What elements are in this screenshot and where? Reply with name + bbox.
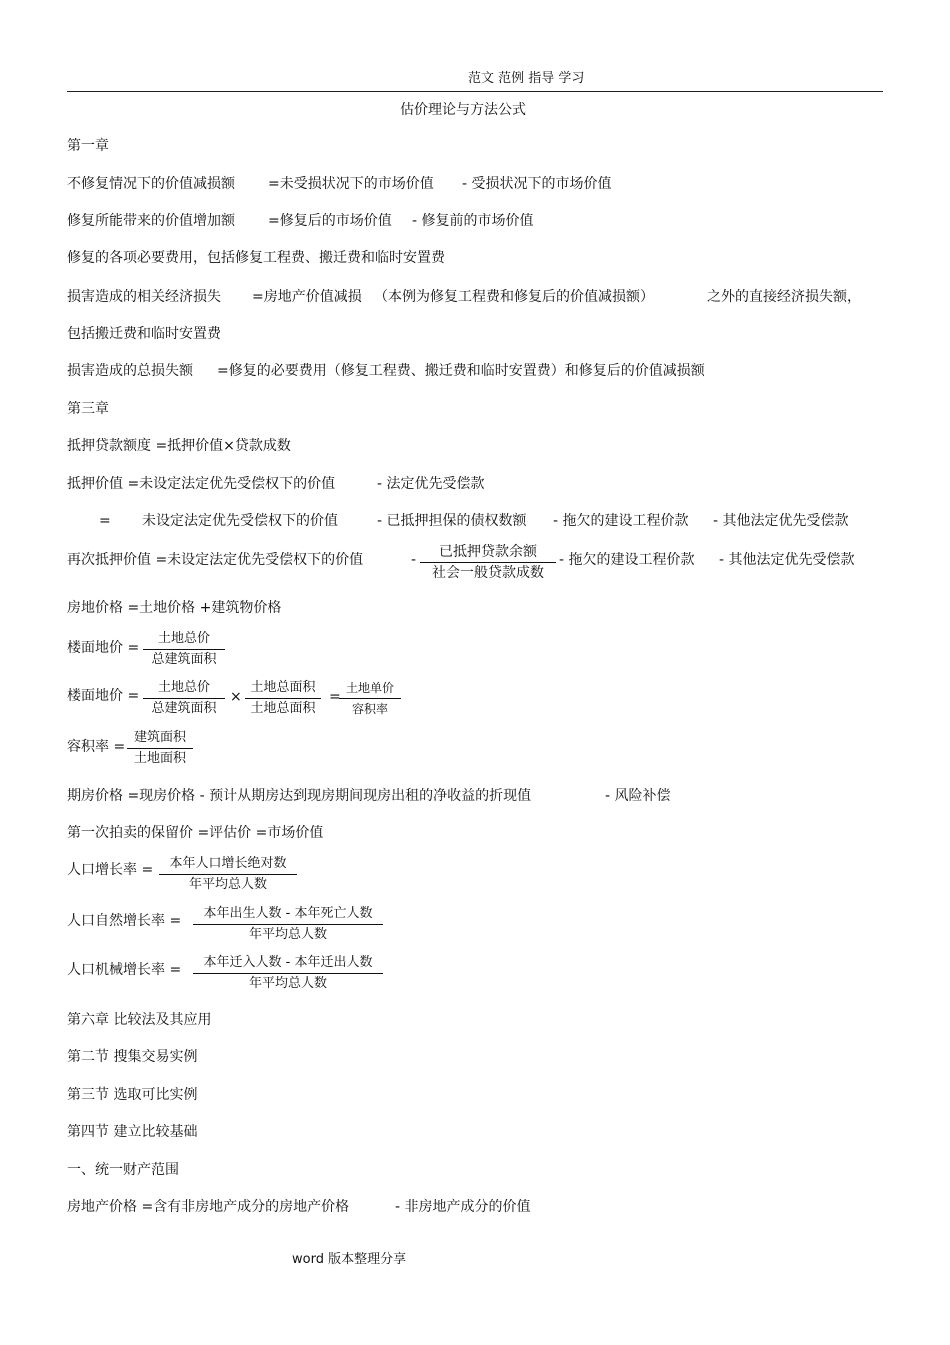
formula-line-15-term: 期房价格 =现房价格 - 预计从期房达到现房期间现房出租的净收益的折现值 — [67, 788, 532, 804]
fraction-bar — [420, 562, 556, 563]
formula-line-1-term2: - 受损状况下的市场价值 — [462, 176, 612, 192]
fraction-denominator: 年平均总人数 — [248, 927, 327, 942]
formula-line-13-fraction-2 — [245, 680, 321, 717]
formula-line-10-term4: - 其他法定优先受偿款 — [719, 552, 855, 568]
formula-line-10-minus: - — [411, 552, 417, 568]
formula-line-10-fraction — [420, 544, 556, 581]
formula-line-9-term3: - 拖欠的建设工程价款 — [553, 513, 689, 529]
formula-line-20-term2: - 非房地产成分的价值 — [395, 1199, 531, 1215]
fraction-numerator: 建筑面积 — [133, 730, 186, 745]
formula-line-13-fraction-1 — [143, 680, 225, 717]
chapter-3-heading: 第三章 — [67, 401, 109, 417]
formula-line-11: 房地价格 =土地价格 +建筑物价格 — [67, 600, 282, 616]
formula-line-1-term: =未受损状况下的市场价值 — [268, 176, 434, 192]
formula-line-16: 第一次拍卖的保留价 =评估价 =市场价值 — [67, 825, 324, 841]
fraction-denominator: 社会一般贷款成数 — [432, 565, 544, 581]
formula-line-18-label: 人口自然增长率 = — [67, 913, 182, 929]
fraction-numerator: 本年人口增长绝对数 — [169, 856, 287, 871]
formula-line-7: 抵押贷款额度 =抵押价值×贷款成数 — [67, 438, 291, 454]
fraction-numerator: 土地总价 — [157, 631, 210, 646]
formula-line-6-label: 损害造成的总损失额 — [67, 363, 193, 379]
formula-line-17-label: 人口增长率 = — [67, 862, 154, 878]
formula-line-4-term: =房地产价值减损 — [252, 289, 362, 305]
formula-line-19-fraction — [193, 955, 383, 992]
formula-line-6-term: =修复的必要费用（修复工程费、搬迁费和临时安置费）和修复后的价值减损额 — [217, 363, 705, 379]
equals-sign: = — [329, 689, 341, 705]
formula-line-10-term3: - 拖欠的建设工程价款 — [559, 552, 695, 568]
formula-line-9-term4: - 其他法定优先受偿款 — [713, 513, 849, 529]
fraction-bar — [127, 748, 193, 749]
fraction-denominator: 总建筑面积 — [151, 701, 217, 716]
formula-line-8-term2: - 法定优先受偿款 — [377, 476, 485, 492]
fraction-bar — [143, 649, 225, 650]
formula-line-14-fraction — [127, 730, 193, 767]
chapter-1-heading: 第一章 — [67, 138, 109, 154]
formula-line-9-term1: 未设定法定优先受偿权下的价值 — [142, 513, 338, 529]
formula-line-13-label: 楼面地价 = — [67, 688, 140, 704]
formula-line-9-eq: = — [99, 513, 111, 529]
fraction-denominator: 土地面积 — [133, 751, 186, 766]
fraction-numerator: 土地总面积 — [250, 680, 316, 695]
formula-line-2-term: =修复后的市场价值 — [268, 213, 392, 229]
formula-line-17-fraction — [159, 856, 297, 893]
formula-line-4-label: 损害造成的相关经济损失 — [67, 289, 221, 305]
fraction-bar — [245, 698, 321, 699]
formula-line-4-note: （本例为修复工程费和修复后的价值减损额） — [374, 289, 654, 305]
formula-line-8-term: 抵押价值 =未设定法定优先受偿权下的价值 — [67, 476, 336, 492]
page-footer: word 版本整理分享 — [292, 1252, 407, 1267]
formula-line-9-term2: - 已抵押担保的债权数额 — [377, 513, 527, 529]
fraction-denominator: 年平均总人数 — [188, 877, 267, 892]
header-rule — [67, 91, 883, 92]
formula-line-10-term: 再次抵押价值 =未设定法定优先受偿权下的价值 — [67, 552, 364, 568]
formula-line-2-label: 修复所能带来的价值增加额 — [67, 213, 235, 229]
fraction-numerator: 土地总价 — [157, 680, 210, 695]
formula-line-4-tail: 之外的直接经济损失额， — [707, 289, 861, 305]
formula-line-1-label: 不修复情况下的价值减损额 — [67, 176, 235, 192]
chapter-6-heading: 第六章 比较法及其应用 — [67, 1012, 212, 1028]
fraction-denominator: 年平均总人数 — [248, 976, 327, 991]
section-2-heading: 第二节 搜集交易实例 — [67, 1049, 198, 1065]
formula-line-19-label: 人口机械增长率 = — [67, 962, 182, 978]
formula-line-2-term2: - 修复前的市场价值 — [412, 213, 534, 229]
fraction-bar — [339, 698, 401, 699]
section-4-heading: 第四节 建立比较基础 — [67, 1124, 198, 1140]
formula-line-12-fraction — [143, 631, 225, 668]
fraction-denominator: 容积率 — [351, 702, 388, 716]
section-3-heading: 第三节 选取可比实例 — [67, 1087, 198, 1103]
page-title: 估价理论与方法公式 — [400, 102, 526, 118]
formula-line-20-term: 房地产价格 =含有非房地产成分的房地产价格 — [67, 1199, 350, 1215]
fraction-bar — [193, 924, 383, 925]
formula-line-13-fraction-3 — [339, 680, 401, 717]
fraction-denominator: 总建筑面积 — [151, 652, 217, 667]
fraction-numerator: 土地单价 — [345, 681, 394, 695]
formula-line-14-label: 容积率 = — [67, 739, 126, 755]
text-line-3: 修复的各项必要费用，包括修复工程费、搬迁费和临时安置费 — [67, 250, 445, 266]
fraction-bar — [159, 874, 297, 875]
fraction-bar — [193, 973, 383, 974]
item-1-heading: 一、统一财产范围 — [67, 1162, 179, 1178]
multiply-sign: × — [230, 689, 242, 705]
text-line-5: 包括搬迁费和临时安置费 — [67, 326, 221, 342]
page-header: 范文 范例 指导 学习 — [468, 71, 585, 86]
fraction-numerator: 已抵押贷款余额 — [439, 544, 537, 560]
fraction-numerator: 本年出生人数 - 本年死亡人数 — [203, 906, 373, 921]
fraction-denominator: 土地总面积 — [250, 701, 316, 716]
formula-line-15-term2: - 风险补偿 — [605, 788, 671, 804]
fraction-bar — [143, 698, 225, 699]
fraction-numerator: 本年迁入人数 - 本年迁出人数 — [203, 955, 373, 970]
formula-line-18-fraction — [193, 906, 383, 943]
formula-line-12-label: 楼面地价 = — [67, 640, 140, 656]
